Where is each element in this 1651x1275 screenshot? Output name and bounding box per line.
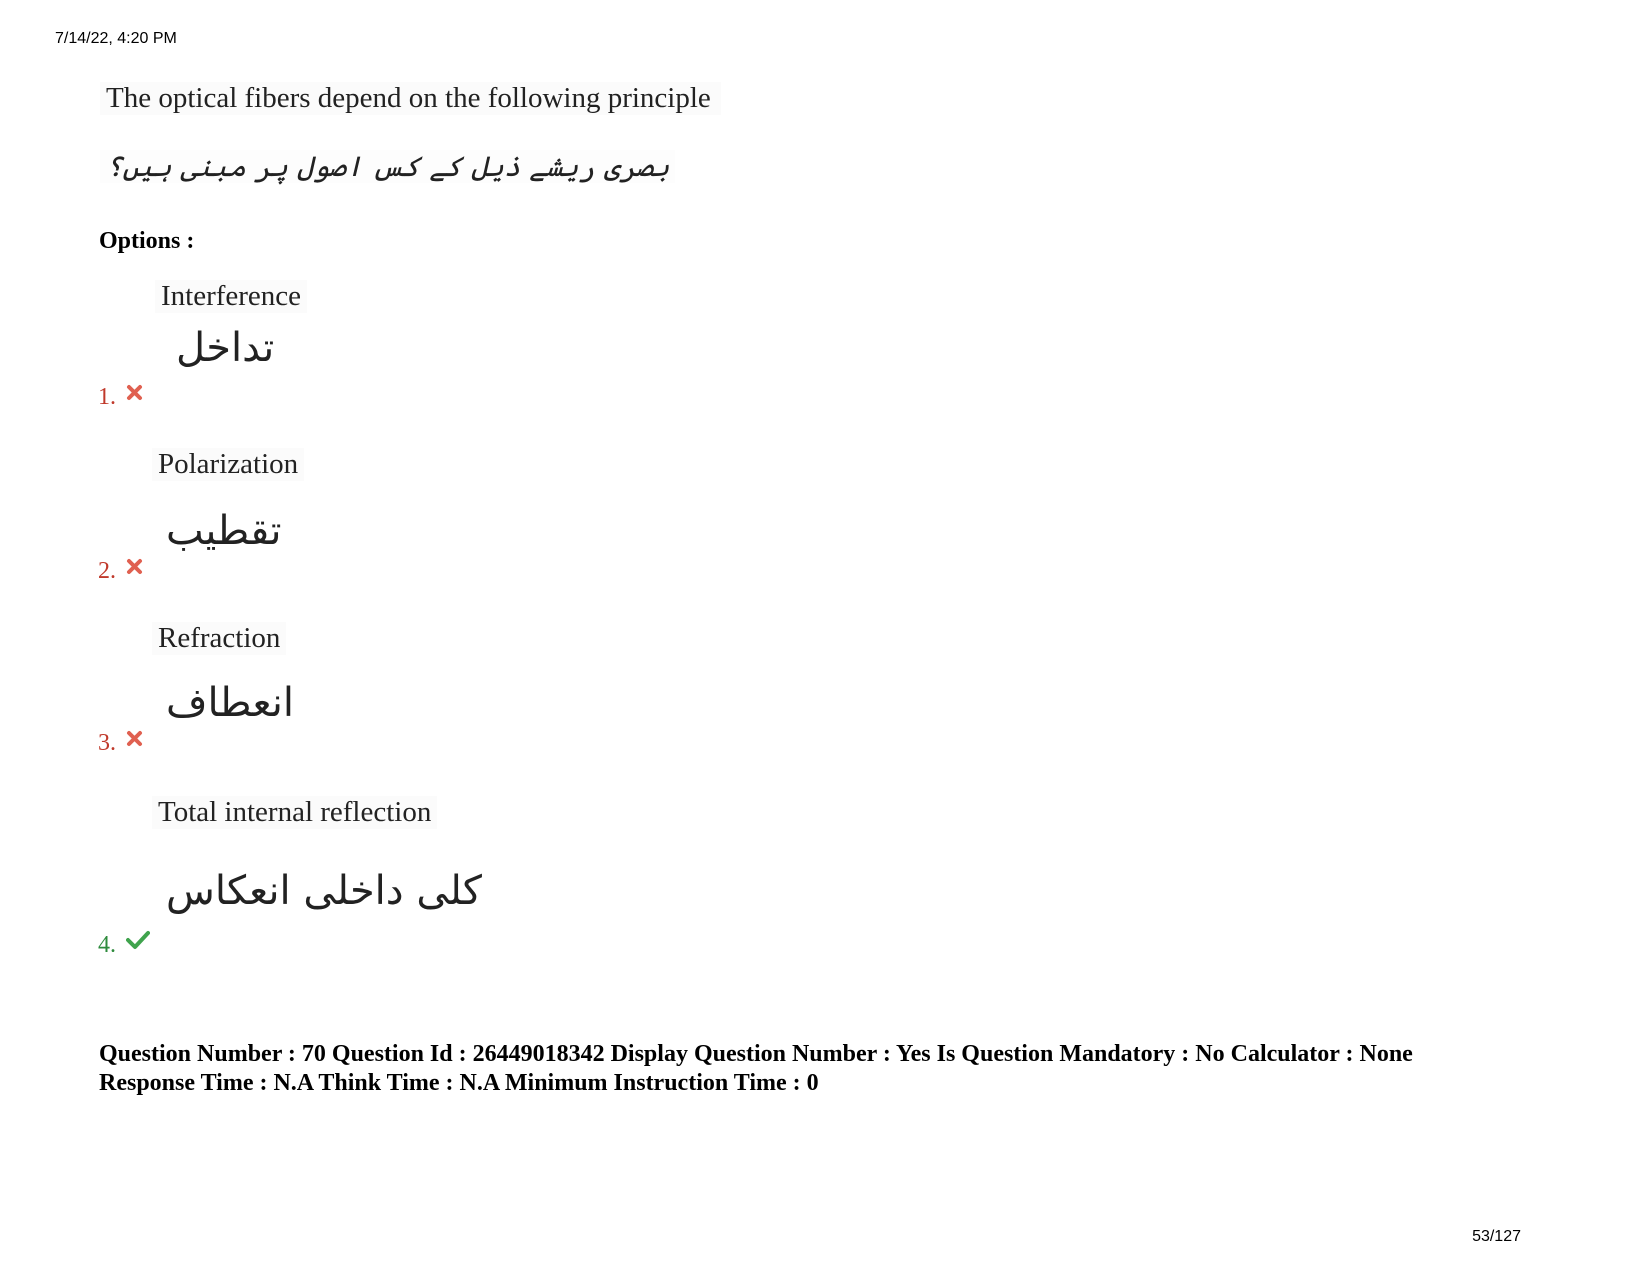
question-text-english: The optical fibers depend on the following principle (100, 82, 721, 115)
options-label: Options : (99, 228, 195, 254)
question-metadata (99, 1040, 1549, 1098)
option-3-text-urdu: انعطاف (166, 680, 295, 726)
option-2-text-urdu: تقطیب (166, 508, 282, 554)
print-timestamp: 7/14/22, 4:20 PM (55, 30, 177, 47)
option-1-wrong-icon (126, 383, 144, 401)
option-4-number: 4. (98, 932, 116, 958)
option-4-text-english: Total internal reflection (152, 796, 437, 829)
option-2-number: 2. (98, 558, 116, 584)
option-1-number: 1. (98, 384, 116, 410)
option-1-text-english: Interference (155, 280, 307, 313)
question-text-urdu: بصری ریشے ذیل کے کس اصول پر مبنی ہیں؟ (100, 150, 675, 183)
option-2-wrong-icon (126, 557, 144, 575)
option-3-text-english: Refraction (152, 622, 286, 655)
option-4-text-urdu: کلی داخلی انعکاس (166, 868, 482, 914)
option-3-wrong-icon (126, 729, 144, 747)
option-2-text-english: Polarization (152, 448, 304, 481)
option-3-number: 3. (98, 730, 116, 756)
option-1-text-urdu: تداخل (176, 325, 275, 371)
metadata-line-1: Question Number : 70 Question Id : 26449018342 Display Question Number : Yes Is Question Mandatory : No Calculator : None (99, 1041, 1413, 1067)
metadata-line-2: Response Time : N.A Think Time : N.A Minimum Instruction Time : 0 (99, 1070, 819, 1096)
option-4-correct-icon (126, 930, 150, 950)
page-number: 53/127 (1472, 1228, 1521, 1245)
